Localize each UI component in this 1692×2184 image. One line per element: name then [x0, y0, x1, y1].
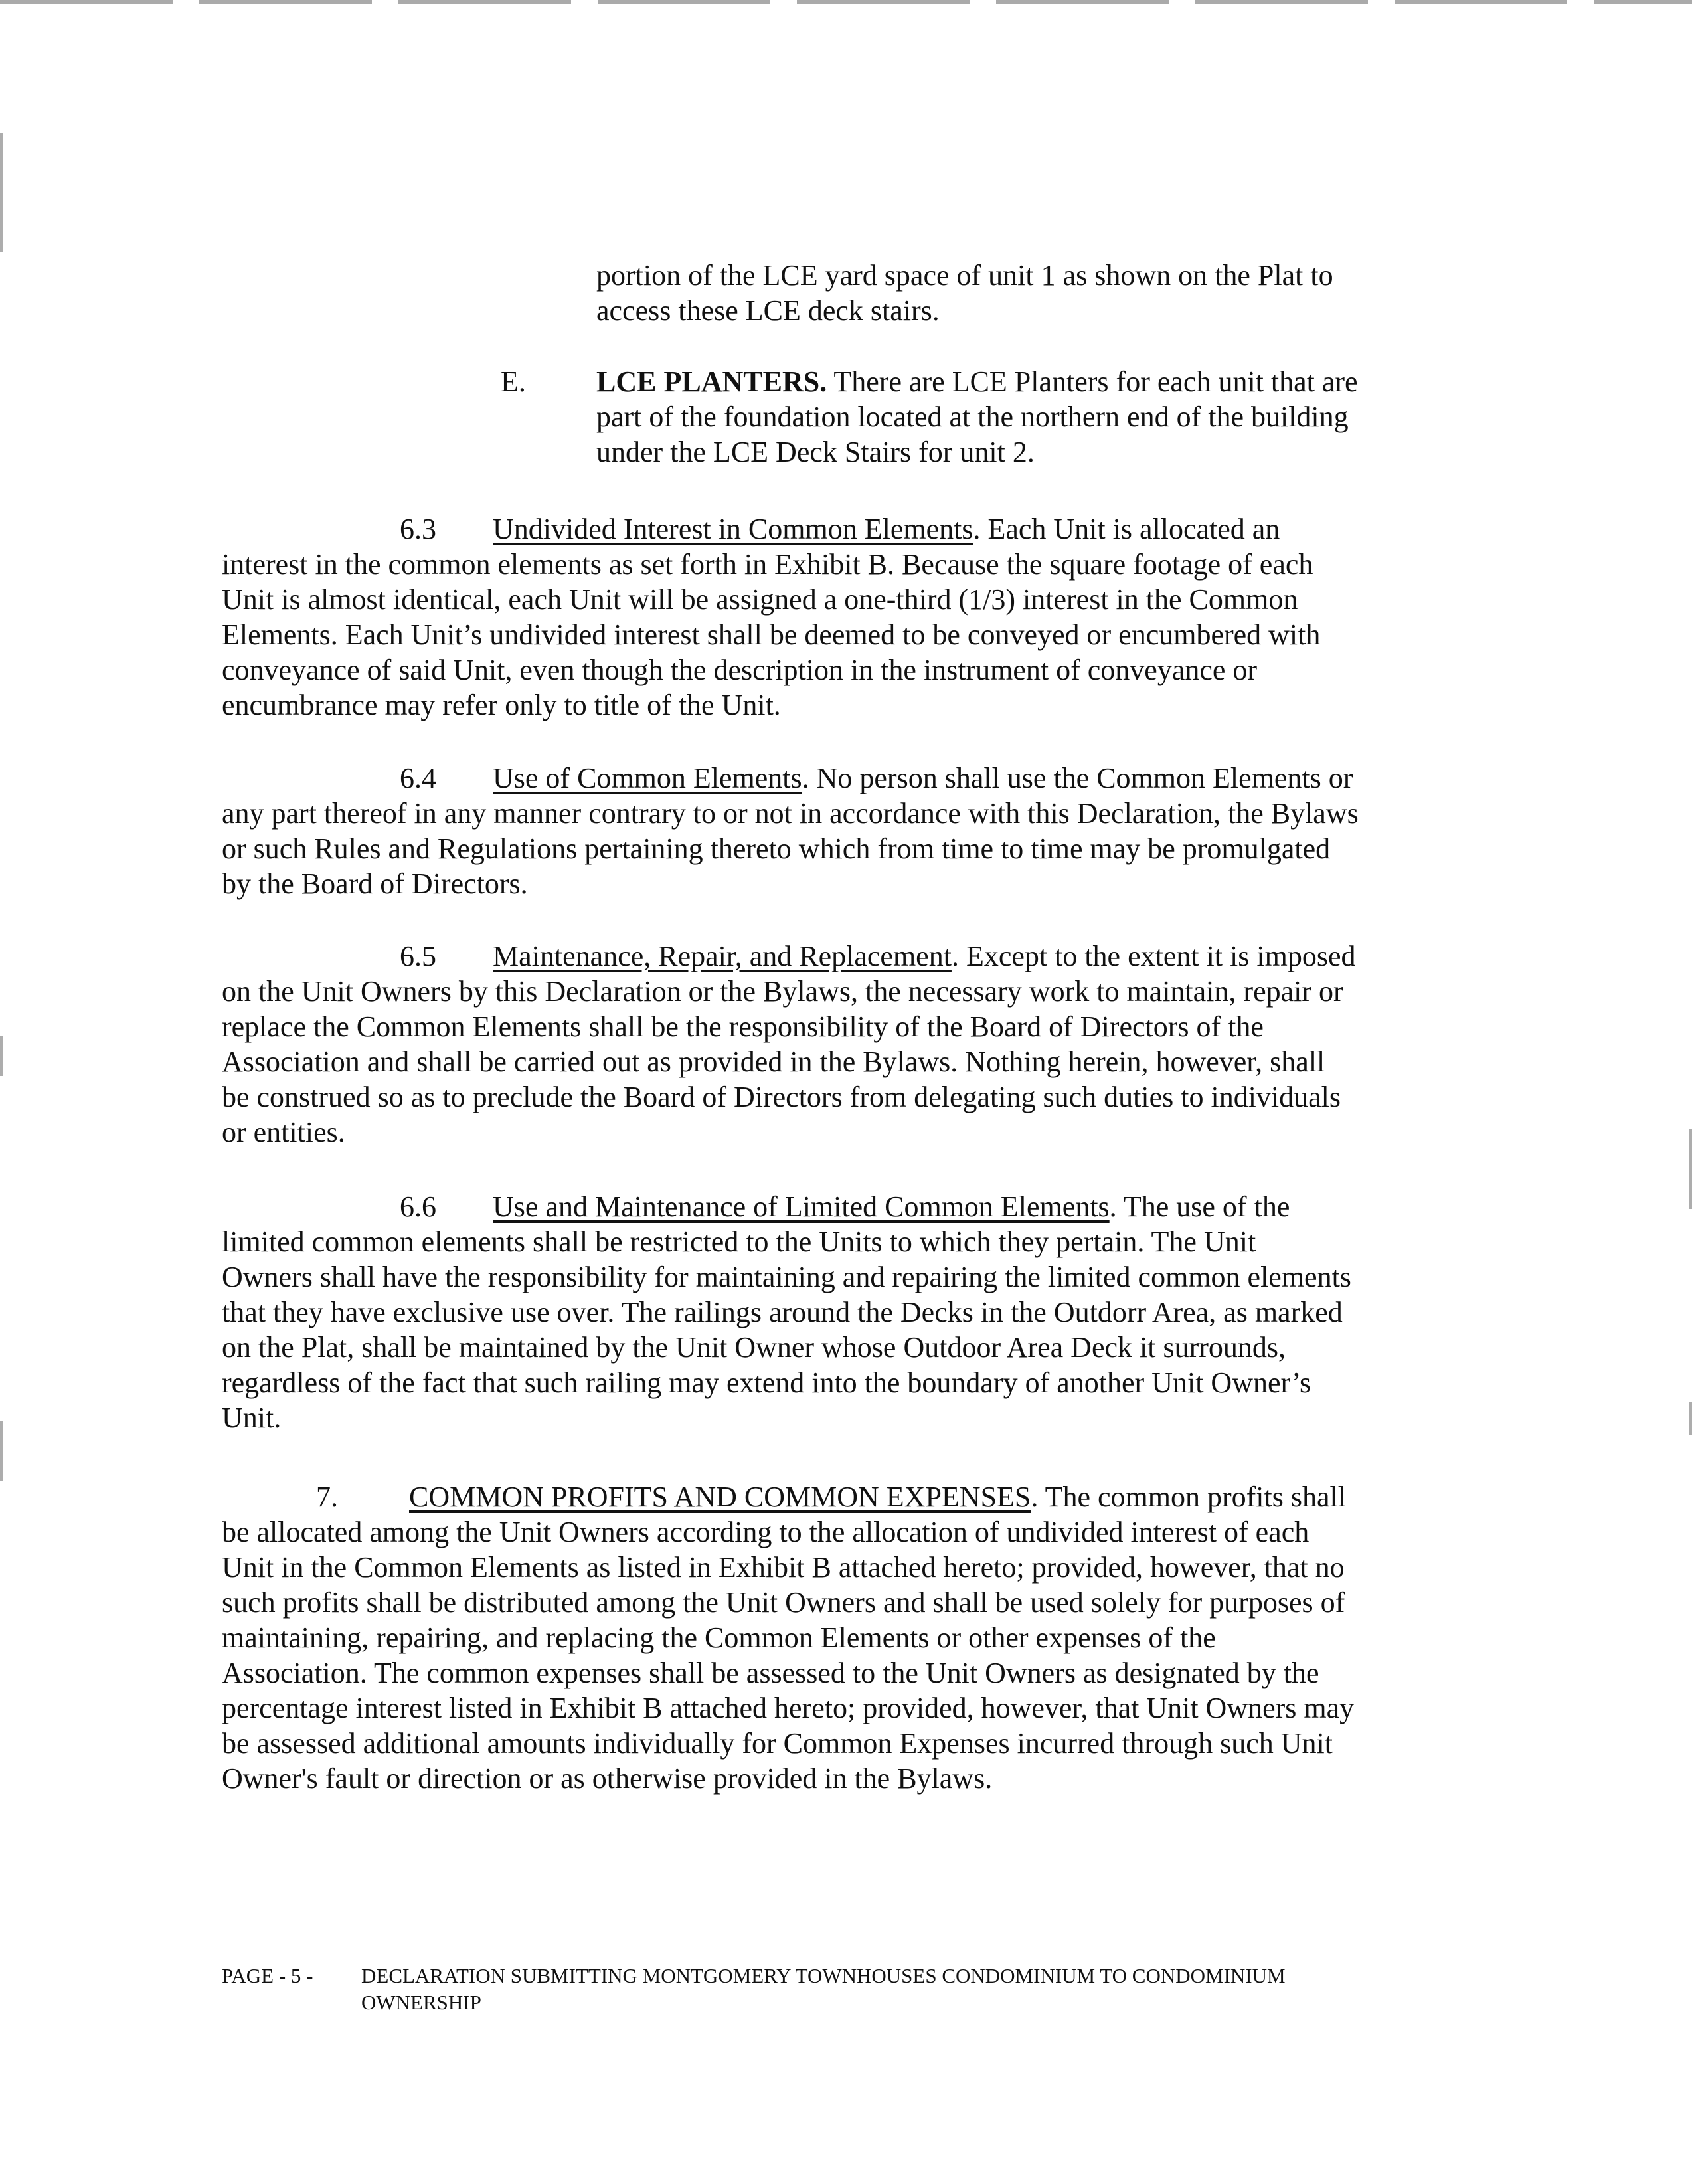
section-line: be construed so as to preclude the Board of Directors from delegating such duties to individuals — [222, 1081, 1341, 1113]
section-6-3 — [222, 511, 1437, 723]
footer-title-line: OWNERSHIP — [361, 1991, 481, 2014]
scan-edge-mark — [0, 1421, 3, 1481]
section-line: be assessed additional amounts individually for Common Expenses incurred through such Unit — [222, 1727, 1333, 1760]
item-e-letter: E. — [501, 365, 526, 398]
section-line: percentage interest listed in Exhibit B attached hereto; provided, however, that Unit Owners may — [222, 1692, 1355, 1724]
scan-edge-mark — [0, 133, 3, 252]
section-line: be allocated among the Unit Owners according to the allocation of undivided interest of each — [222, 1516, 1310, 1548]
section-number: 6.4 — [400, 762, 436, 794]
section-title: Maintenance, Repair, and Replacement — [493, 940, 952, 972]
section-line: conveyance of said Unit, even though the description in the instrument of conveyance or — [222, 654, 1258, 686]
section-line: Owner's fault or direction or as otherwise provided in the Bylaws. — [222, 1762, 993, 1795]
item-e-heading: LCE PLANTERS. — [596, 365, 827, 398]
section-line: or entities. — [222, 1116, 345, 1148]
page-number: PAGE - 5 - — [222, 1964, 313, 1987]
section-line: regardless of the fact that such railing may extend into the boundary of another Unit Owner’s — [222, 1366, 1311, 1399]
section-line: that they have exclusive use over. The railings around the Decks in the Outdorr Area, as marked — [222, 1296, 1343, 1328]
section-number: 6.5 — [400, 940, 436, 972]
section-number: 7. — [316, 1481, 338, 1513]
page-footer — [222, 1963, 1450, 2016]
section-title: COMMON PROFITS AND COMMON EXPENSES — [409, 1481, 1031, 1513]
continuation-line: access these LCE deck stairs. — [596, 294, 940, 327]
section-line: on the Plat, shall be maintained by the Unit Owner whose Outdoor Area Deck it surrounds, — [222, 1331, 1286, 1364]
section-number: 6.3 — [400, 513, 436, 545]
section-text: . No person shall use the Common Elements or — [802, 762, 1353, 794]
scan-edge-mark — [1689, 1129, 1692, 1209]
section-line: or such Rules and Regulations pertaining thereto which from time to time may be promulgated — [222, 832, 1331, 865]
section-line: limited common elements shall be restricted to the Units to which they pertain. The Unit — [222, 1226, 1256, 1258]
section-text: . The use of the — [1109, 1190, 1290, 1223]
section-number: 6.6 — [400, 1190, 436, 1223]
footer-title — [361, 1963, 1450, 2016]
section-6-5 — [222, 939, 1437, 1150]
scan-edge-mark — [0, 1036, 3, 1076]
scan-edge-mark — [1689, 1402, 1692, 1435]
section-6-4 — [222, 761, 1437, 901]
item-e-line: There are LCE Planters for each unit that are — [827, 365, 1358, 398]
section-line: Unit is almost identical, each Unit will be assigned a one-third (1/3) interest in the Common — [222, 583, 1298, 616]
section-line: any part thereof in any manner contrary to or not in accordance with this Declaration, the Bylaws — [222, 797, 1359, 830]
section-title: Use and Maintenance of Limited Common Elements — [493, 1190, 1110, 1223]
section-7 — [222, 1479, 1437, 1796]
item-e-line: part of the foundation located at the northern end of the building — [596, 401, 1349, 433]
section-line: interest in the common elements as set forth in Exhibit B. Because the square footage of each — [222, 548, 1313, 581]
section-line: Elements. Each Unit’s undivided interest shall be deemed to be conveyed or encumbered with — [222, 618, 1321, 651]
continuation-line: portion of the LCE yard space of unit 1 as shown on the Plat to — [596, 259, 1333, 292]
section-line: maintaining, repairing, and replacing the Common Elements or other expenses of the — [222, 1621, 1216, 1654]
section-6-6 — [222, 1189, 1437, 1435]
section-title: Use of Common Elements — [493, 762, 802, 794]
section-line: encumbrance may refer only to title of the Unit. — [222, 689, 781, 721]
section-line: such profits shall be distributed among the Unit Owners and shall be used solely for purposes of — [222, 1586, 1345, 1619]
scan-edge-line — [0, 0, 1692, 4]
section-line: Unit. — [222, 1402, 282, 1434]
section-line: Association. The common expenses shall be assessed to the Unit Owners as designated by the — [222, 1657, 1319, 1689]
section-line: Owners shall have the responsibility for maintaining and repairing the limited common elements — [222, 1261, 1351, 1293]
section-line: Unit in the Common Elements as listed in Exhibit B attached hereto; provided, however, that no — [222, 1551, 1345, 1584]
footer-title-line: DECLARATION SUBMITTING MONTGOMERY TOWNHOUSES CONDOMINIUM TO CONDOMINIUM — [361, 1964, 1286, 1987]
section-line: Association and shall be carried out as provided in the Bylaws. Nothing herein, however, shall — [222, 1046, 1325, 1078]
section-line: on the Unit Owners by this Declaration or the Bylaws, the necessary work to maintain, repair or — [222, 975, 1343, 1008]
continuation-paragraph — [596, 258, 1446, 328]
item-e-line: under the LCE Deck Stairs for unit 2. — [596, 436, 1035, 468]
section-line: by the Board of Directors. — [222, 867, 528, 900]
section-line: replace the Common Elements shall be the responsibility of the Board of Directors of the — [222, 1010, 1264, 1043]
section-text: . The common profits shall — [1031, 1481, 1346, 1513]
item-e-paragraph — [596, 364, 1446, 470]
section-text: . Each Unit is allocated an — [973, 513, 1280, 545]
section-text: . Except to the extent it is imposed — [951, 940, 1356, 972]
section-title: Undivided Interest in Common Elements — [493, 513, 973, 545]
